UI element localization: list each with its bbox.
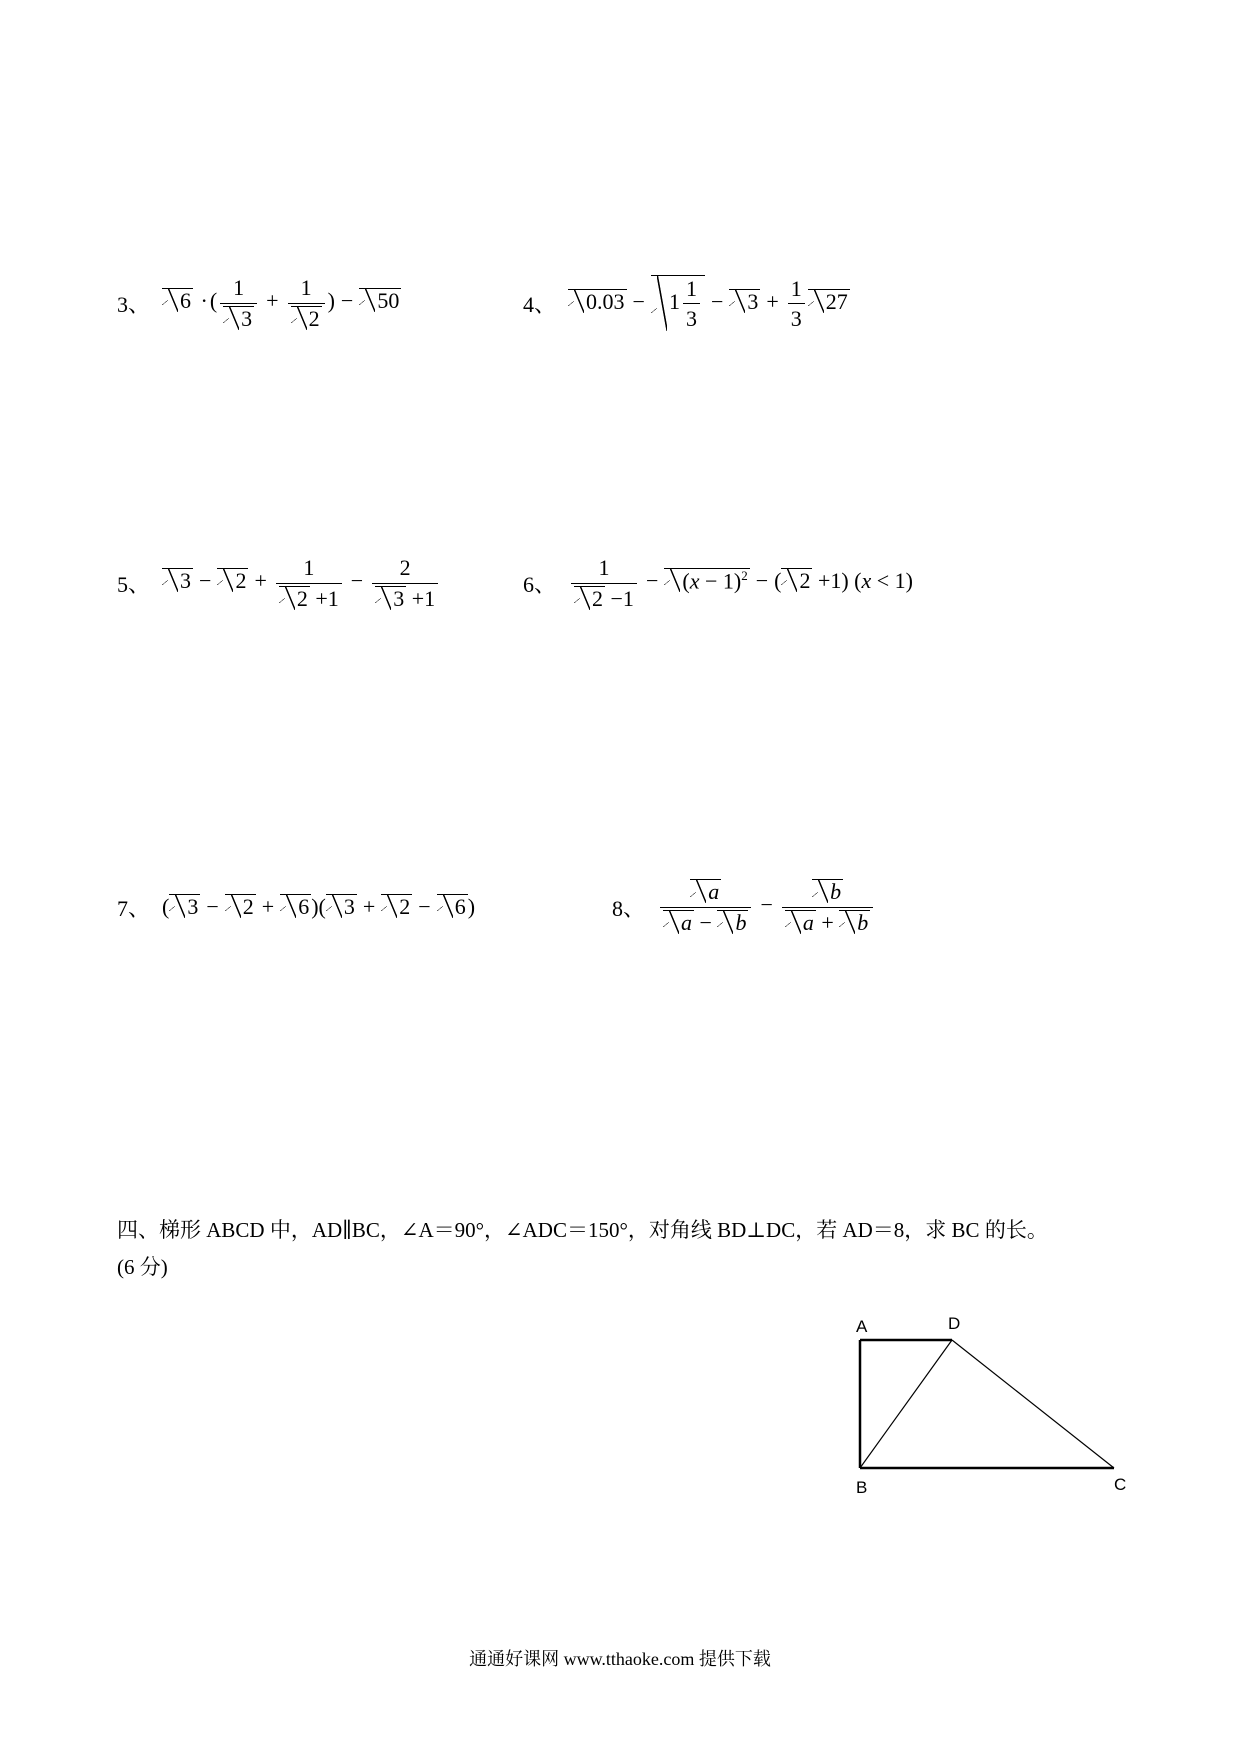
trapezoid-diagram <box>820 1310 1160 1520</box>
problem-3-expression: 6 ·( $\frac{1}{3}$ + $\frac{1}{2}$ ) − 50 <box>162 275 401 331</box>
segment-bd <box>860 1340 952 1468</box>
label-c: C <box>1114 1475 1127 1494</box>
problem-5-expression: 3 − 2 + $\frac{1}{2 +1}$ − $\frac{2}{3 +1}$ <box>162 555 441 611</box>
section-4-text: 四、梯形 ABCD 中，AD∥BC，∠A＝90°，∠ADC＝150°，对角线 BD⊥DC，若 AD＝8，求 BC 的长。 <box>117 1218 1048 1242</box>
problem-7-expression: ( 3 − 2 + 6)( 3 + 2 − 6) <box>162 894 476 919</box>
section-4-question <box>117 1212 1137 1286</box>
problem-6-expression: $\frac{1}{2 -1}$ − $(x - 1)^2$ − ( 2 +1) (x < 1) <box>568 555 913 611</box>
problem-8 <box>612 862 876 952</box>
label-b: B <box>856 1478 868 1497</box>
problem-6-number: 6、 <box>523 571 557 597</box>
problem-6 <box>523 538 913 628</box>
label-d: D <box>948 1314 961 1333</box>
problem-8-expression: $\frac{a}{a - b}$ − $\frac{b}{a + b}$ <box>657 879 876 935</box>
problem-8-number: 8、 <box>612 895 646 921</box>
problem-4-number: 4、 <box>523 291 557 317</box>
problem-7 <box>117 862 475 952</box>
problem-4-expression: 0.03 − 1 $\frac{1}{3}$ − 3 + $\frac{1}{3}$ 27 <box>568 275 850 332</box>
problem-4 <box>523 258 850 348</box>
problem-5 <box>117 538 441 628</box>
footer-text: 通通好课网 www.tthaoke.com 提供下载 <box>469 1649 771 1669</box>
segment-dc <box>952 1340 1114 1468</box>
problem-3 <box>117 258 401 348</box>
label-a: A <box>856 1317 868 1336</box>
section-4-points: (6 分) <box>117 1254 168 1279</box>
problem-7-number: 7、 <box>117 895 151 921</box>
problem-3-number: 3、 <box>117 291 151 317</box>
problem-5-number: 5、 <box>117 571 151 597</box>
